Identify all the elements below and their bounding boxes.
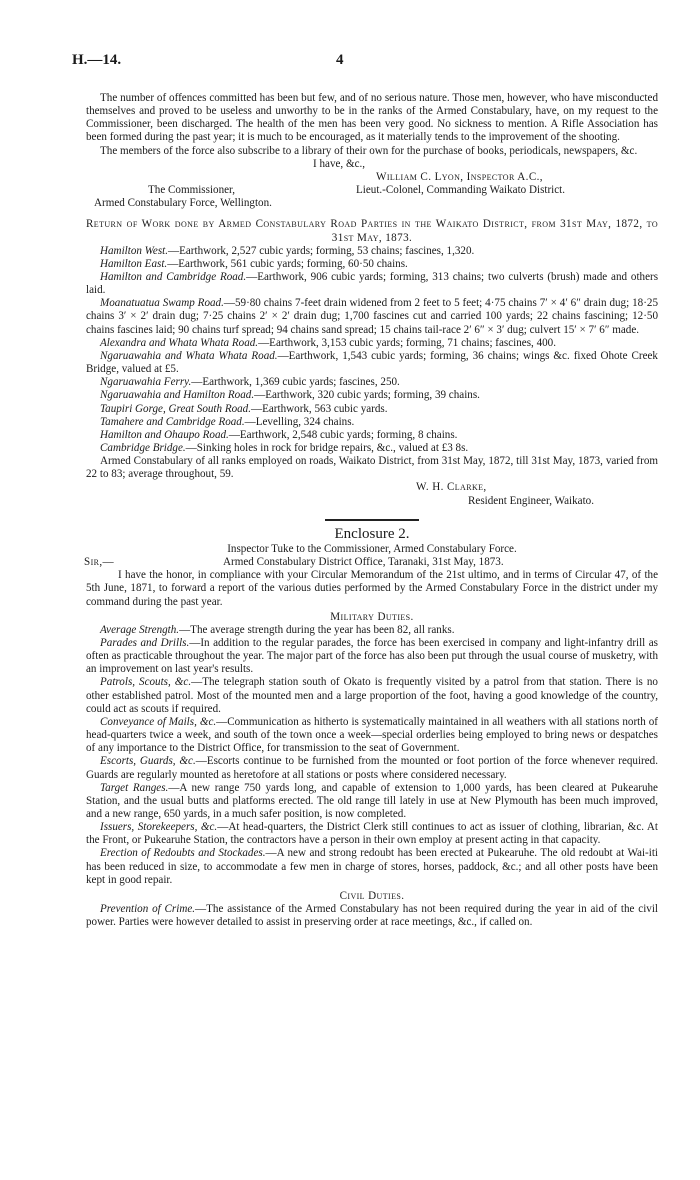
list-item: Taupiri Gorge, Great South Road.—Earthwork, 563 cubic yards. [100, 402, 388, 415]
closing-line: I have, &c., [313, 157, 366, 170]
list-item: Hamilton East.—Earthwork, 561 cubic yards; forming, 60·50 chains. [100, 257, 408, 270]
civil-duties-list [86, 903, 658, 929]
list-item: Conveyance of Mails, &c.—Communication as hitherto is systematically maintained in all weathers with all stations north of head-quarters twice a week, and south of the town once a week—special orderlies being employed to bring news or despatches of any importance to the District Office, for transmission to the seat of Government. [86, 715, 658, 755]
signatory-title: Resident Engineer, Waikato. [468, 494, 595, 507]
page-number: 4 [336, 52, 344, 68]
list-item: Prevention of Crime.—The assistance of the Armed Constabulary has not been required during the year in aid of the civil power. Parties were however detailed to assist in preserving order at race meetings, &c., if called on. [86, 903, 658, 929]
enclosure-title: Enclosure 2. [334, 525, 410, 542]
signature-block-lyon [86, 158, 658, 211]
page-body [86, 92, 658, 929]
intro-paragraph-2: The members of the force also subscribe to a library of their own for the purchase of books, periodicals, newspapers, &c. [100, 144, 638, 157]
list-item: Patrols, Scouts, &c.—The telegraph station south of Okato is frequently visited by a patrol from that station. There is no other established patrol. Most of the mounted men and a large proportion of the foot, having a good knowledge of the country, could act as scouts if required. [86, 676, 658, 715]
signatory-name: W. H. Clarke, [416, 481, 487, 494]
signatory-name: William C. Lyon, Inspector A.C., [376, 170, 543, 183]
list-item: Hamilton West.—Earthwork, 2,527 cubic yards; forming, 53 chains; fascines, 1,320. [100, 244, 475, 257]
page-header [72, 52, 662, 69]
list-item: Tamahere and Cambridge Road.—Levelling, 324 chains. [100, 415, 355, 428]
list-item: Issuers, Storekeepers, &c.—At head-quarters, the District Clerk still continues to act as issuer of clothing, librarian, &c. At the Front, or Pukearuhe Station, the contractors have a person in their own employ at present acting in that capacity. [86, 821, 659, 847]
section-divider [325, 519, 419, 521]
list-item: Hamilton and Cambridge Road.—Earthwork, 906 cubic yards; forming, 313 chains; two culverts (brush) made and others laid. [86, 270, 659, 297]
enclosure-subtitle: Inspector Tuke to the Commissioner, Armed Constabulary Force. [227, 542, 517, 555]
dateline: Armed Constabulary District Office, Taranaki, 31st May, 1873. [223, 556, 504, 569]
list-item: Cambridge Bridge.—Sinking holes in rock for bridge repairs, &c., valued at £3 8s. [100, 442, 469, 454]
addressee-line-1: The Commissioner, [148, 184, 236, 197]
list-item: Erection of Redoubts and Stockades.—A new and strong redoubt has been erected at Pukearuhe. The old redoubt at Wai-iti has been reduced in size, to accommodate a few men in charge of stores, horses, paddock, &c.; and all other posts have been kept in good repair. [86, 847, 658, 886]
list-item: Ngaruawahia Ferry.—Earthwork, 1,369 cubic yards; fascines, 250. [100, 376, 400, 389]
list-item: Escorts, Guards, &c.—Escorts continue to be furnished from the mounted or foot portion of the force whenever required. Guards are regularly mounted as heretofore at all stations or posts where considered necessary. [86, 755, 658, 781]
military-duties-heading: Military Duties. [330, 610, 414, 623]
addressee-line-2: Armed Constabulary Force, Wellington. [94, 197, 272, 210]
list-item: Alexandra and Whata Whata Road.—Earthwork, 3,153 cubic yards; forming, 71 chains; fascines, 400. [100, 336, 557, 349]
list-item: Target Ranges.—A new range 750 yards long, and capable of extension to 1,000 yards, has been cleared at Pukearuhe Station, and the usual butts and platforms erected. The old range till lately in use at New Plymouth has been much improved, and a new range, 650 yards, in a much safer position, is now completed. [86, 781, 658, 821]
signatory-title: Lieut.-Colonel, Commanding Waikato District. [356, 184, 566, 197]
return-heading: Return of Work done by Armed Constabulary Road Parties in the Waikato District, from 31st May, 1872, to 31st May, 1873. [86, 218, 658, 244]
list-item: Hamilton and Ohaupo Road.—Earthwork, 2,548 cubic yards; forming, 8 chains. [100, 428, 458, 441]
signature-block-clarke [86, 481, 658, 507]
document-reference: H.—14. [72, 52, 122, 68]
list-item: Ngaruawahia and Whata Whata Road.—Earthwork, 1,543 cubic yards; forming, 36 chains; wings &c. fixed Ohote Creek Bridge, valued at £5. [86, 349, 658, 376]
salutation: Sir,— [84, 556, 115, 569]
military-duties-list [86, 624, 658, 887]
intro-paragraph-1: The number of offences committed has been but few, and of no serious nature. Those men, however, who have misconducted themselves and proved to be useless and unworthy to be in the ranks of the Armed Constabulary, have, on my request to the Commissioner, been discharged. The health of the men has been very good. No sickness to mention. A Rifle Association has been formed during the past year; it is much to be encouraged, as it materially tends to the improvement of the shooting. [86, 92, 658, 144]
return-list [86, 245, 658, 482]
return-summary: Armed Constabulary of all ranks employed on roads, Waikato District, from 31st May, 1872, till 31st May, 1873, varied from 22 to 83; average throughout, 59. [86, 455, 658, 481]
list-item: Average Strength.—The average strength during the year has been 82, all ranks. [100, 623, 455, 636]
list-item: Parades and Drills.—In addition to the regular parades, the force has been exercised in company and light-infantry drill as often as practicable throughout the year. The major part of the force has also been put through the usual course of musketry, with an improvement on last year's results. [86, 636, 658, 676]
list-item: Moanatuatua Swamp Road.—59·80 chains 7-feet drain widened from 2 feet to 5 feet; 4·75 chains 7′ × 4′ 6″ drain dug; 18·25 chains 3′ × 2′ drain dug; 7·25 chains 2′ × 2′ drain dug; 1,700 fascines cut and carried 100 yards; 22 chains fascining; 12·50 chains fascines laid; 90 chains turf spread; 94 chains sand spread; 15 chains tail-race 2′ 6″ × 3′ dug; culvert 15′ × 7′ 6″ made. [86, 297, 658, 336]
dateline-row [86, 556, 658, 569]
civil-duties-heading: Civil Duties. [339, 889, 405, 902]
opening-paragraph: I have the honor, in compliance with your Circular Memorandum of the 21st ultimo, and in terms of Circular 47, of the 5th June, 1871, to forward a report of the various duties performed by the Armed Constabulary Force in the district under my command during the past year. [86, 569, 658, 608]
list-item: Ngaruawahia and Hamilton Road.—Earthwork, 320 cubic yards; forming, 39 chains. [100, 389, 480, 402]
